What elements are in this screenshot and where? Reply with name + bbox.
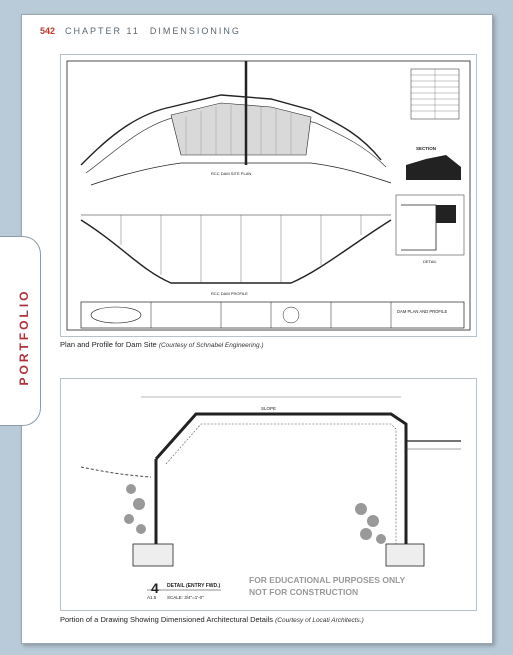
dam-plan-figure xyxy=(60,54,477,337)
figure2-caption xyxy=(60,615,364,624)
figure2-caption-text: Portion of a Drawing Showing Dimensioned Architectural Details xyxy=(60,615,274,624)
figure2-credit: (Courtesy of Locati Architects.) xyxy=(275,617,364,624)
page-header xyxy=(40,26,241,36)
architectural-detail-drawing xyxy=(61,379,476,610)
page-number: 542 xyxy=(40,26,56,36)
watermark-line-2: NOT FOR CONSTRUCTION xyxy=(249,587,359,597)
chapter-title: DIMENSIONING xyxy=(149,26,241,36)
figure1-credit: (Courtesy of Schnabel Engineering.) xyxy=(158,342,264,349)
section-label: SECTION xyxy=(416,146,437,151)
chapter-label: CHAPTER 11 xyxy=(65,26,140,36)
slope-label: SLOPE xyxy=(261,406,277,411)
title-block-label: DAM PLAN AND PROFILE xyxy=(397,309,448,314)
figure1-caption xyxy=(60,340,264,349)
detail-number: 4 xyxy=(151,580,159,596)
scale-label: SCALE: 3/4"=1'-0" xyxy=(167,595,204,600)
sheet-label: A1.5 xyxy=(147,595,157,600)
detail-label: DETAIL xyxy=(423,259,437,264)
site-plan-label: RCC DAM SITE PLAN xyxy=(211,171,252,176)
figure1-caption-text: Plan and Profile for Dam Site xyxy=(60,340,157,349)
portfolio-tab-label: PORTFOLIO xyxy=(17,288,31,386)
detail-title: DETAIL (ENTRY FWD.) xyxy=(167,583,221,589)
profile-label: RCC DAM PROFILE xyxy=(211,291,248,296)
architectural-detail-figure xyxy=(60,378,477,611)
watermark-line-1: FOR EDUCATIONAL PURPOSES ONLY xyxy=(249,575,406,585)
dam-plan-drawing xyxy=(61,55,476,336)
